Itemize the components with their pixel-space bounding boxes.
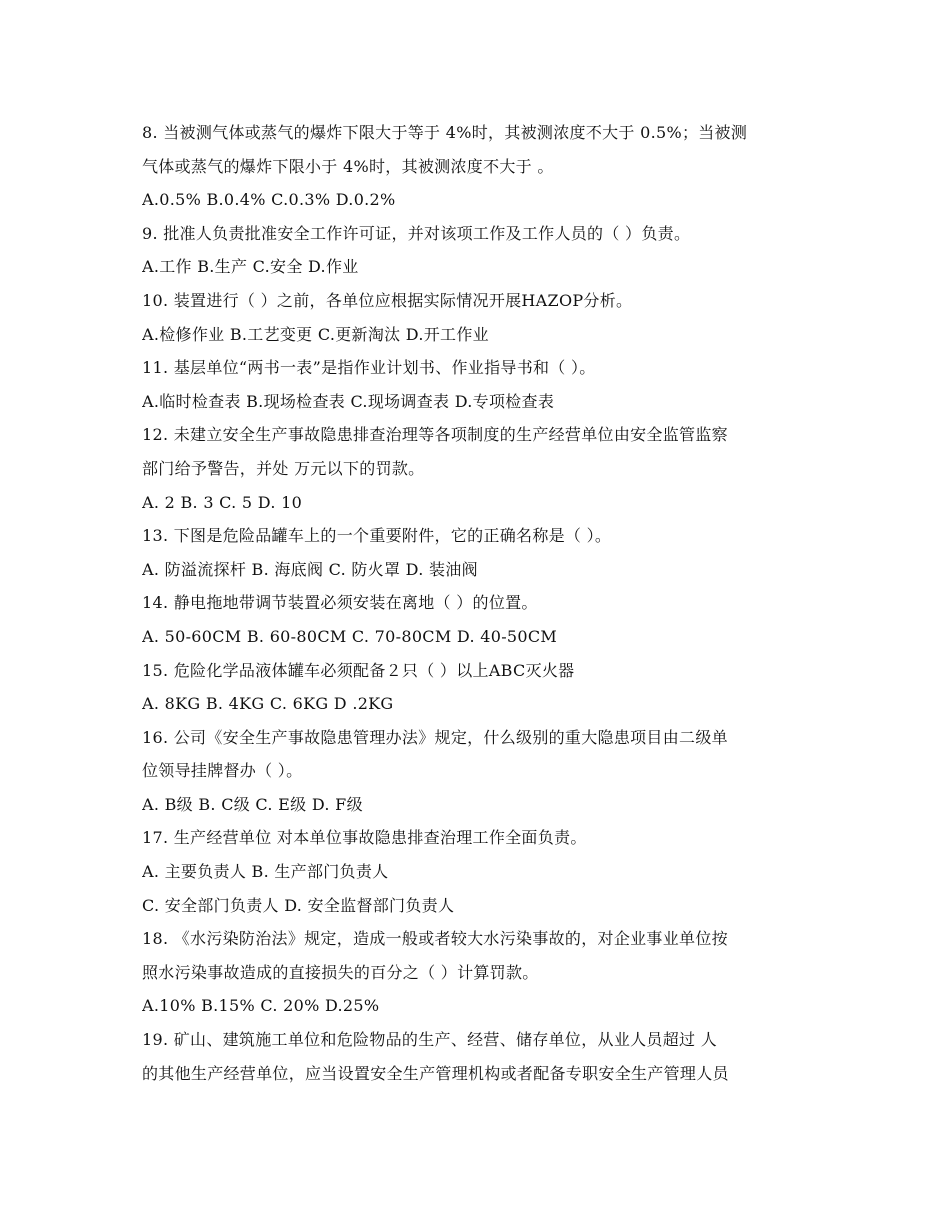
question-text: 11. 基层单位“两书一表”是指作业计划书、作业指导书和（ ）。 [142, 358, 596, 378]
question-text: 8. 当被测气体或蒸气的爆炸下限大于等于 4%时，其被测浓度不大于 0.5%；当被测 [142, 123, 748, 142]
question-text: 气体或蒸气的爆炸下限小于 4%时，其被测浓度不大于 。 [142, 156, 554, 176]
question-text: 9. 批准人负责批准安全工作许可证，并对该项工作及工作人员的（ ）负责。 [142, 223, 691, 243]
question-text: 14. 静电拖地带调节装置必须安装在离地（ ）的位置。 [142, 593, 538, 613]
question-text: 照水污染事故造成的直接损失的百分之（ ）计算罚款。 [142, 962, 539, 982]
question-text: 10. 装置进行（ ）之前，各单位应根据实际情况开展HAZOP分析。 [142, 290, 633, 310]
answer-options: A. 2 B. 3 C. 5 D. 10 [142, 492, 303, 512]
answer-options: A.检修作业 B.工艺变更 C.更新淘汰 D.开工作业 [142, 324, 489, 344]
answer-options: A. 主要负责人 B. 生产部门负责人 [142, 862, 389, 882]
answer-options: A.0.5% B.0.4% C.0.3% D.0.2% [142, 190, 396, 210]
answer-options: A. B级 B. C级 C. E级 D. F级 [142, 794, 363, 814]
question-text: 15. 危险化学品液体罐车必须配备２只（ ）以上ABC灭火器 [142, 660, 575, 680]
question-text: 12. 未建立安全生产事故隐患排查治理等各项制度的生产经营单位由安全监管监察 [142, 425, 728, 445]
question-text: 位领导挂牌督办（ ）。 [142, 761, 303, 781]
question-text: 17. 生产经营单位 对本单位事故隐患排查治理工作全面负责。 [142, 828, 587, 848]
answer-options: A. 防溢流探杆 B. 海底阀 C. 防火罩 D. 装油阀 [142, 559, 478, 579]
question-text: 19. 矿山、建筑施工单位和危险物品的生产、经营、储存单位，从业人员超过 人 [142, 1030, 718, 1050]
answer-options: A.工作 B.生产 C.安全 D.作业 [142, 257, 359, 277]
answer-options: A.临时检查表 B.现场检查表 C.现场调查表 D.专项检查表 [142, 391, 555, 411]
answer-options: A. 50-60CM B. 60-80CM C. 70-80CM D. 40-50CM [142, 626, 558, 646]
question-text: 18. 《水污染防治法》规定，造成一般或者较大水污染事故的，对企业事业单位按 [142, 929, 728, 949]
question-text: 部门给予警告，并处 万元以下的罚款。 [142, 458, 425, 478]
question-text: 的其他生产经营单位，应当设置安全生产管理机构或者配备专职安全生产管理人员 [142, 1063, 729, 1083]
answer-options: C. 安全部门负责人 D. 安全监督部门负责人 [142, 895, 455, 915]
answer-options: A.10% B.15% C. 20% D.25% [142, 996, 380, 1016]
question-text: 16. 公司《安全生产事故隐患管理办法》规定，什么级别的重大隐患项目由二级单 [142, 727, 728, 747]
question-list [142, 116, 832, 1090]
answer-options: A. 8KG B. 4KG C. 6KG D .2KG [142, 694, 394, 714]
question-text: 13. 下图是危险品罐车上的一个重要附件，它的正确名称是（ ）。 [142, 526, 612, 546]
